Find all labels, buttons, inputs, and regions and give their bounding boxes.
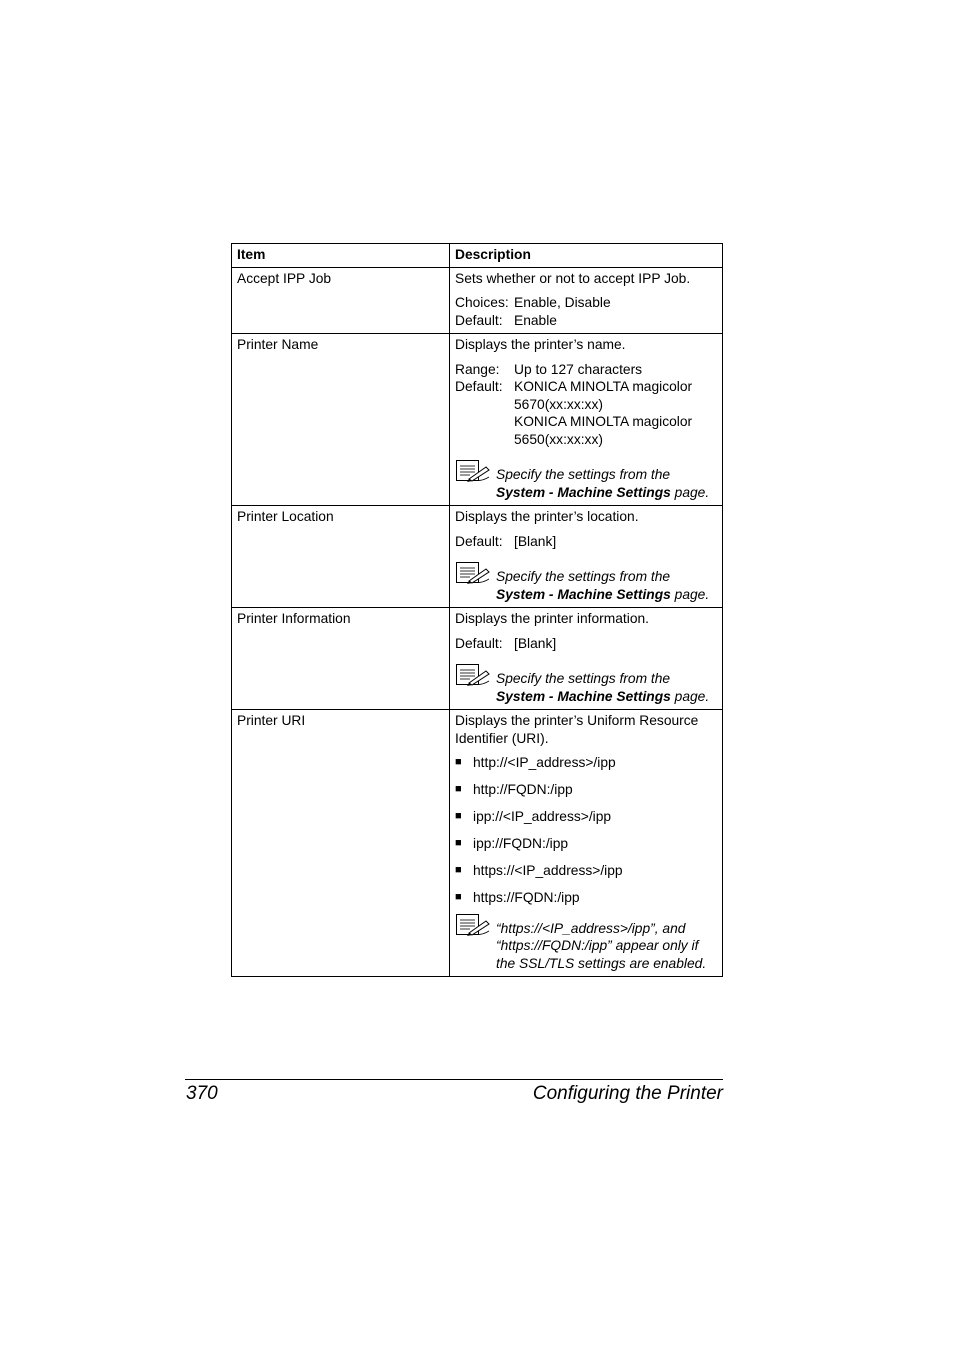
value-text: KONICA MINOLTA magicolor 5650(xx:xx:xx) [514,414,693,447]
note-text [496,459,717,501]
list-item [455,754,717,772]
value-row [455,361,717,379]
value-key: Default: [455,635,503,651]
note [455,913,717,973]
header-item: Item [232,244,450,268]
list-item [455,835,717,853]
note [455,459,717,501]
item-cell: Printer Name [232,334,450,506]
value-text: Enable [514,312,557,328]
note-post: page. [670,484,710,500]
value-text: [Blank] [514,533,557,549]
value-key: Range: [455,361,500,377]
footer-rule [185,1079,723,1080]
value-key: Default: [455,379,503,394]
value-list [455,294,717,329]
value-key: Default: [455,533,503,549]
description-cell [450,506,723,608]
note-pencil-icon [455,561,496,585]
value-row [455,294,717,312]
table-row [232,506,723,608]
description-cell [450,710,723,977]
description-text: Displays the printer’s name. [455,337,626,352]
value-text: Enable, Disable [514,295,611,310]
list-item [455,808,717,826]
note-text: “https://<IP_address>/ipp”, and “https://FQDN:/ipp” appear only if the SSL/TLS settings are enabled. [496,920,707,971]
description-text: Sets whether or not to accept IPP Job. [455,270,691,286]
uri-list [455,754,717,907]
note-bold: System - Machine Settings [496,586,671,602]
uri-text: ipp://FQDN:/ipp [473,836,569,851]
note-post: page. [670,688,710,704]
chapter-title: Configuring the Printer [532,1083,723,1104]
value-key: Choices: [455,295,509,310]
note-post: page. [670,586,710,602]
note-pre: Specify the settings from the [496,671,671,686]
page-number: 370 [186,1083,218,1104]
note [455,663,717,705]
value-text: [Blank] [514,635,557,651]
value-text: Up to 127 characters [514,361,643,377]
value-key: Default: [455,312,503,328]
uri-text: ipp://<IP_address>/ipp [473,809,612,824]
square-bullet-icon: ■ [455,756,462,768]
list-item [455,889,717,907]
uri-text: https://FQDN:/ipp [473,890,580,905]
note-bold: System - Machine Settings [496,484,671,500]
note-text [496,663,717,705]
note-pencil-icon [455,913,496,937]
value-row [455,413,717,448]
square-bullet-icon: ■ [455,891,462,903]
item-cell: Printer URI [232,710,450,977]
description-text: Displays the printer’s Uniform Resource Identifier (URI). [455,713,699,746]
square-bullet-icon: ■ [455,864,462,876]
item-cell: Accept IPP Job [232,267,450,334]
note-pencil-icon [455,459,496,483]
item-cell: Printer Information [232,608,450,710]
note-pre: Specify the settings from the [496,467,671,482]
value-list [455,533,717,551]
value-row [455,312,717,330]
value-key [455,413,514,448]
list-item [455,862,717,880]
uri-text: http://FQDN:/ipp [473,782,573,797]
value-row [455,533,717,551]
value-text: KONICA MINOLTA magicolor 5670(xx:xx:xx) [514,379,693,412]
table-row [232,334,723,506]
note-pencil-icon [455,663,496,687]
note-text [496,561,717,603]
uri-text: https://<IP_address>/ipp [473,863,623,878]
description-cell [450,334,723,506]
settings-table [231,243,723,977]
table-row [232,710,723,977]
value-row [455,378,717,413]
table-row [232,608,723,710]
table-row [232,267,723,334]
item-cell: Printer Location [232,506,450,608]
note-pre: Specify the settings from the [496,569,671,584]
description-text: Displays the printer’s location. [455,509,639,524]
value-list [455,361,717,449]
square-bullet-icon: ■ [455,837,462,849]
square-bullet-icon: ■ [455,810,462,822]
note [455,561,717,603]
value-list [455,635,717,653]
note-bold: System - Machine Settings [496,688,671,704]
square-bullet-icon: ■ [455,783,462,795]
description-cell [450,267,723,334]
description-text: Displays the printer information. [455,611,650,626]
value-row [455,635,717,653]
list-item [455,781,717,799]
uri-text: http://<IP_address>/ipp [473,755,616,770]
table-header-row [232,244,723,268]
header-description: Description [450,244,723,268]
description-cell [450,608,723,710]
